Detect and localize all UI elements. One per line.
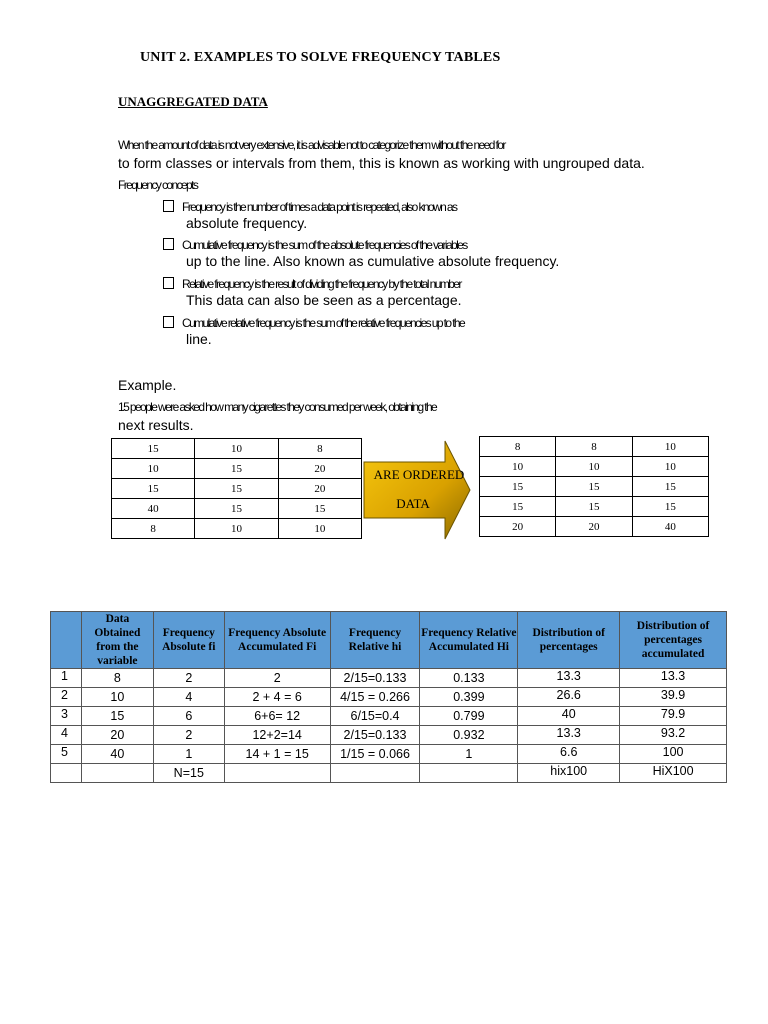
table-cell: 12+2=14 [224,726,330,745]
column-header: Frequency Relative Accumulated Hi [420,612,518,669]
table-cell: 15 [556,477,632,497]
bullet-item: Frequency is the number of times a data point is repeated, also known as absolute frequency. [163,200,456,231]
column-header: Frequency Relative hi [330,612,420,669]
ordered-arrow [363,440,471,540]
table-row [480,477,709,497]
table-cell: 40 [81,745,153,764]
column-header: Distribution of percentages accumulated [620,612,727,669]
table-cell: 2 [153,726,224,745]
table-cell [330,764,420,783]
table-row [480,457,709,477]
ordered-data-table [479,436,709,537]
table-cell: 10 [195,439,278,459]
table-cell: 39.9 [620,688,727,707]
table-cell: 2 [224,669,330,688]
table-cell: 10 [480,457,556,477]
table-cell: 10 [112,459,195,479]
table-cell: 15 [632,477,708,497]
table-cell: 15 [195,459,278,479]
table-row [112,519,362,539]
table-cell: 0.133 [420,669,518,688]
table-row [112,439,362,459]
table-cell: 10 [278,519,361,539]
intro-line-2: to form classes or intervals from them, this is known as working with ungrouped data. [118,155,645,171]
checkbox-bullet-icon [163,238,174,250]
row-index [51,764,82,783]
table-cell: 8 [480,437,556,457]
table-cell: 15 [112,479,195,499]
table-row [480,517,709,537]
arrow-label-line-2: DATA [396,496,430,511]
arrow-label-line-1: ARE ORDERED [373,467,465,482]
table-cell: 20 [556,517,632,537]
row-index: 4 [51,726,82,745]
table-row [480,437,709,457]
table-cell: 15 [81,707,153,726]
table-cell: hix100 [518,764,620,783]
row-index: 1 [51,669,82,688]
table-row [112,479,362,499]
column-header: Data Obtained from the variable [81,612,153,669]
checkbox-bullet-icon [163,277,174,289]
table-cell: 2/15=0.133 [330,669,420,688]
table-cell: 20 [480,517,556,537]
table-cell: 4 [153,688,224,707]
table-cell: 15 [195,479,278,499]
page-title: UNIT 2. EXAMPLES TO SOLVE FREQUENCY TABLES [140,50,501,65]
table-row [51,707,727,726]
column-header: Distribution of percentages [518,612,620,669]
example-line-1: 15 people were asked how many cigarettes they consumed per week, obtaining the [118,400,437,414]
table-cell: 40 [518,707,620,726]
table-cell [420,764,518,783]
table-cell: 2/15=0.133 [330,726,420,745]
table-cell: 0.799 [420,707,518,726]
table-cell: 10 [195,519,278,539]
table-cell: 2 [153,669,224,688]
table-cell: 6.6 [518,745,620,764]
table-cell: 20 [278,479,361,499]
table-cell: 8 [556,437,632,457]
table-cell: 100 [620,745,727,764]
table-cell: 93.2 [620,726,727,745]
column-header: Frequency Absolute Accumulated Fi [224,612,330,669]
table-cell: 15 [632,497,708,517]
table-cell: 15 [112,439,195,459]
example-line-2: next results. [118,417,194,433]
table-cell: 10 [81,688,153,707]
table-cell: 40 [112,499,195,519]
table-cell: 6/15=0.4 [330,707,420,726]
table-cell: 0.399 [420,688,518,707]
table-cell: 14 + 1 = 15 [224,745,330,764]
row-index: 3 [51,707,82,726]
table-row [112,499,362,519]
table-cell: 0.932 [420,726,518,745]
right-arrow-icon [363,440,471,540]
column-header [51,612,82,669]
table-cell: 10 [632,437,708,457]
table-row [51,669,727,688]
frequency-table [50,611,727,783]
table-row [51,764,727,783]
table-cell: 13.3 [518,726,620,745]
table-cell: 26.6 [518,688,620,707]
table-cell [224,764,330,783]
table-total-cell: N=15 [153,764,224,783]
table-cell: 40 [632,517,708,537]
table-cell: 10 [556,457,632,477]
bullet-item: Cumulative frequency is the sum of the absolute frequencies of the variables up to the line. Also known as cumulative absolute frequency. [163,238,559,269]
raw-data-table [111,438,362,539]
table-cell: 20 [278,459,361,479]
table-cell: 2 + 4 = 6 [224,688,330,707]
section-subtitle: UNAGGREGATED DATA [118,94,268,109]
table-cell: 15 [480,497,556,517]
table-cell: 8 [81,669,153,688]
table-row [112,459,362,479]
table-row [480,497,709,517]
table-cell: 8 [112,519,195,539]
bullet-item: Cumulative relative frequency is the sum of the relative frequencies up to the line. [163,316,464,347]
table-cell: 13.3 [620,669,727,688]
table-cell: 15 [195,499,278,519]
column-header: Frequency Absolute fi [153,612,224,669]
row-index: 2 [51,688,82,707]
table-cell: 1/15 = 0.066 [330,745,420,764]
checkbox-bullet-icon [163,316,174,328]
table-cell: 13.3 [518,669,620,688]
table-cell: 6+6= 12 [224,707,330,726]
row-index: 5 [51,745,82,764]
table-row [51,726,727,745]
table-cell: 10 [632,457,708,477]
concepts-heading: Frequency concepts [118,178,198,192]
table-header-row [51,612,727,669]
table-cell: 8 [278,439,361,459]
table-row [51,745,727,764]
table-cell: 1 [153,745,224,764]
table-cell: 20 [81,726,153,745]
table-cell: 4/15 = 0.266 [330,688,420,707]
example-label: Example. [118,377,177,393]
table-cell: 15 [480,477,556,497]
table-cell [81,764,153,783]
table-cell: 15 [278,499,361,519]
table-cell: HiX100 [620,764,727,783]
table-cell: 79.9 [620,707,727,726]
intro-line-1: When the amount of data is not very extensive, it is advisable not to categorize them without the need for [118,138,505,152]
checkbox-bullet-icon [163,200,174,212]
table-cell: 15 [556,497,632,517]
table-cell: 1 [420,745,518,764]
table-cell: 6 [153,707,224,726]
table-row [51,688,727,707]
bullet-item: Relative frequency is the result of dividing the frequency by the total number This data can also be seen as a percentage. [163,277,462,308]
